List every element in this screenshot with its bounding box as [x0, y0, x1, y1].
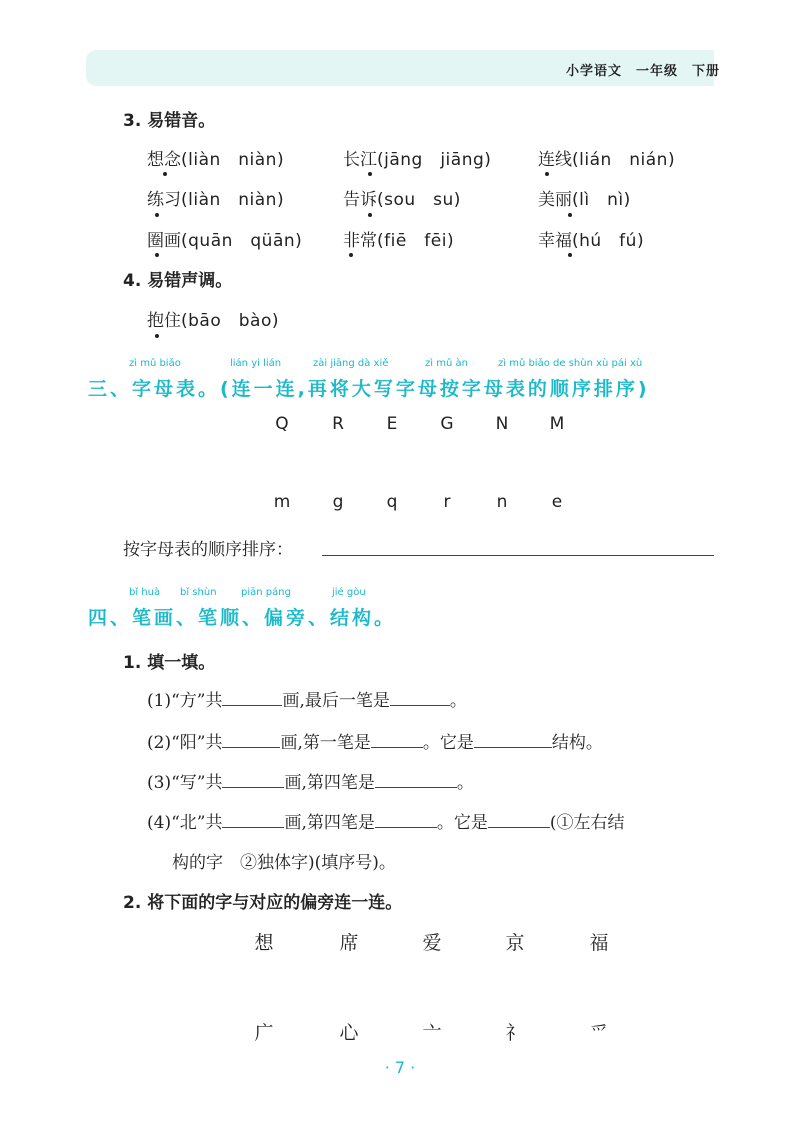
page-number: · 7 ·	[384, 1058, 416, 1077]
uppercase-letter: G	[440, 414, 454, 434]
uppercase-letter: N	[495, 414, 509, 434]
radical: 心	[339, 1022, 359, 1044]
lowercase-letter: q	[386, 492, 398, 512]
answer-blank[interactable]	[488, 811, 550, 828]
pron-item-8: 非常(fiē fēi)	[343, 231, 455, 251]
book-title: 小学语文 一年级 下册	[565, 64, 720, 79]
emphasis-dot	[368, 213, 372, 217]
lowercase-letter: n	[496, 492, 508, 512]
radical: 爫	[589, 1022, 609, 1044]
pron-item-9: 幸福(hú fú)	[538, 231, 645, 251]
uppercase-letter: E	[386, 414, 398, 434]
pron-item-7: 圈画(quān qüān)	[147, 231, 303, 251]
lowercase-letter: r	[443, 492, 451, 512]
answer-blank[interactable]	[390, 689, 450, 706]
pron-item-6: 美丽(lì nì)	[538, 190, 631, 210]
pinyin-annotation: zì mǔ biǎo	[129, 358, 181, 369]
subsection-1-title: 1. 填一填。	[123, 653, 216, 673]
radical: 礻	[505, 1022, 525, 1044]
subsection-4-title: 4. 易错声调。	[123, 271, 233, 291]
question-4: (4)“北”共 画,第四笔是 。它是 (①左右结	[147, 813, 625, 833]
character: 爱	[422, 932, 442, 954]
emphasis-dot	[163, 172, 167, 176]
character: 福	[589, 932, 609, 954]
radical: 广	[254, 1022, 274, 1044]
answer-blank[interactable]	[371, 731, 423, 748]
answer-blank[interactable]	[222, 811, 284, 828]
answer-blank[interactable]	[222, 731, 280, 748]
emphasis-dot	[568, 253, 572, 257]
emphasis-dot	[155, 334, 159, 338]
answer-blank[interactable]	[222, 771, 284, 788]
pron-item-4: 练习(liàn niàn)	[147, 190, 285, 210]
emphasis-dot	[568, 213, 572, 217]
answer-blank[interactable]	[375, 771, 457, 788]
question-1: (1)“方”共 画,最后一笔是 。	[147, 691, 467, 711]
emphasis-dot	[349, 253, 353, 257]
pron-item-1: 想念(liàn niàn)	[147, 150, 285, 170]
lowercase-letter: e	[551, 492, 563, 512]
pron-item-5: 告诉(sou su)	[343, 190, 461, 210]
question-4-continued: 构的字 ②独体字)(填序号)。	[172, 853, 396, 873]
pinyin-annotation: piān páng	[241, 587, 291, 598]
section-3-heading: 三、字母表。(连一连,再将大写字母按字母表的顺序排序)	[88, 378, 650, 400]
pron-item-3: 连线(lián nián)	[538, 150, 676, 170]
character: 京	[505, 932, 525, 954]
emphasis-dot	[545, 172, 549, 176]
pron-item-2: 长江(jāng jiāng)	[343, 150, 492, 170]
answer-line[interactable]	[322, 555, 714, 556]
uppercase-letter: M	[549, 414, 565, 434]
character: 想	[254, 932, 274, 954]
character: 席	[339, 932, 359, 954]
answer-blank[interactable]	[474, 731, 552, 748]
emphasis-dot	[155, 253, 159, 257]
uppercase-letter: R	[332, 414, 344, 434]
pinyin-annotation: zì mǔ àn	[425, 358, 468, 369]
answer-blank[interactable]	[222, 689, 282, 706]
question-2: (2)“阳”共 画,第一笔是 。它是 结构。	[147, 733, 603, 753]
pinyin-annotation: zì mǔ biǎo de shùn xù pái xù	[498, 358, 643, 369]
pinyin-annotation: jié gòu	[332, 587, 366, 598]
question-3: (3)“写”共 画,第四笔是 。	[147, 773, 474, 793]
answer-blank[interactable]	[375, 811, 437, 828]
lowercase-letter: m	[273, 492, 291, 512]
emphasis-dot	[155, 213, 159, 217]
lowercase-letter: g	[332, 492, 344, 512]
pinyin-annotation: bǐ huà	[129, 587, 161, 598]
radical: 亠	[422, 1022, 442, 1044]
section-4-heading: 四、笔画、笔顺、偏旁、结构。	[88, 607, 397, 629]
pinyin-annotation: zài jiāng dà xiě	[313, 358, 389, 369]
subsection-3-title: 3. 易错音。	[123, 111, 216, 131]
pinyin-annotation: bǐ shùn	[180, 587, 217, 598]
pinyin-annotation: lián yi lián	[230, 358, 282, 369]
uppercase-letter: Q	[275, 414, 289, 434]
subsection-2-title: 2. 将下面的字与对应的偏旁连一连。	[123, 893, 403, 913]
order-label: 按字母表的顺序排序：	[123, 540, 293, 560]
emphasis-dot	[368, 172, 372, 176]
tone-item: 抱住(bāo bào)	[147, 311, 279, 331]
